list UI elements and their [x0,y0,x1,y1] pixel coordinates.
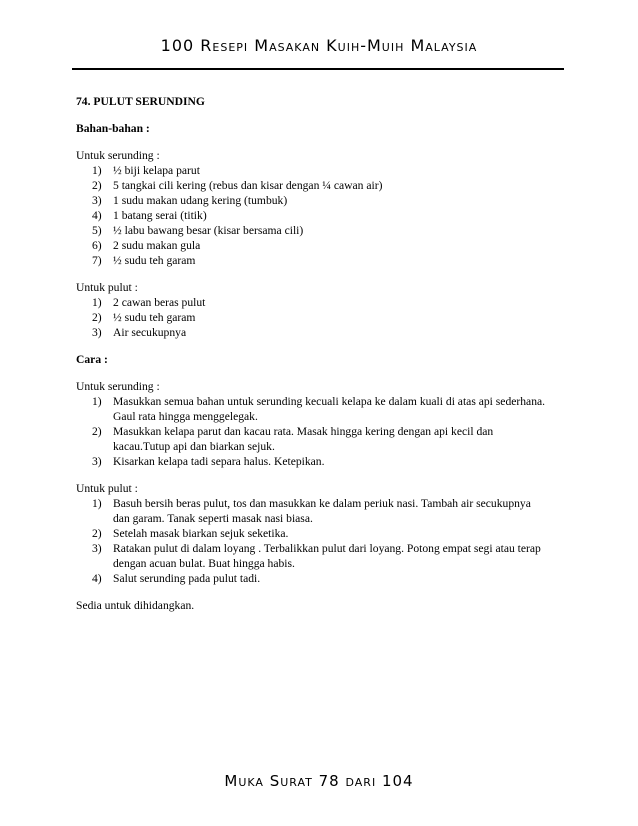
step-text: Basuh bersih beras pulut, tos dan masukkan ke dalam periuk nasi. Tambah air secukupnya dan garam. Tanak seperti masak nasi biasa. [113,497,531,525]
serunding-label: Untuk serunding : [76,149,160,162]
item-text: 1 batang serai (titik) [113,209,207,222]
item-text: ½ sudu teh garam [113,311,196,324]
method-pulut-steps [76,496,546,586]
item-number: 4) [92,209,102,222]
step-text: Ratakan pulut di dalam loyang . Terbalikkan pulut dari loyang. Potong empat segi atau terap dengan acuan bulat. Buat hingga habis. [113,542,541,570]
step-number: 2) [92,425,102,438]
list-item [76,496,546,526]
item-text: 1 sudu makan udang kering (tumbuk) [113,194,288,207]
step-number: 4) [92,572,102,585]
list-item [76,310,546,325]
list-item [76,163,546,178]
item-number: 3) [92,326,102,339]
step-text: Setelah masak biarkan sejuk seketika. [113,527,289,540]
item-text: 2 sudu makan gula [113,239,201,252]
item-number: 1) [92,164,102,177]
item-number: 3) [92,194,102,207]
method-heading: Cara : [76,353,108,366]
serunding-ingredient-list [76,163,546,268]
list-item [76,193,546,208]
header-divider [72,68,564,70]
method-serunding-steps [76,394,546,469]
item-number: 2) [92,179,102,192]
step-text: Masukkan kelapa parut dan kacau rata. Masak hingga kering dengan api kecil dan kacau.Tutup api dan biarkan sejuk. [113,425,494,453]
item-text: 2 cawan beras pulut [113,296,206,309]
recipe-content [76,94,546,625]
list-item [76,223,546,238]
item-number: 6) [92,239,102,252]
step-number: 1) [92,497,102,510]
step-text: Masukkan semua bahan untuk serunding kecuali kelapa ke dalam kuali di atas api sederhana. Gaul rata hingga menggelegak. [113,395,546,423]
list-item [76,526,546,541]
ingredients-heading: Bahan-bahan : [76,122,150,135]
item-text: ½ biji kelapa parut [113,164,200,177]
item-text: ½ sudu teh garam [113,254,196,267]
list-item [76,394,546,424]
method-serunding-label: Untuk serunding : [76,380,160,393]
step-number: 1) [92,395,102,408]
pulut-ingredient-list [76,295,546,340]
list-item [76,178,546,193]
closing-note: Sedia untuk dihidangkan. [76,599,195,612]
pulut-label: Untuk pulut : [76,281,138,294]
step-text: Kisarkan kelapa tadi separa halus. Ketepikan. [113,455,325,468]
list-item [76,571,546,586]
list-item [76,208,546,223]
list-item [76,325,546,340]
list-item [76,454,546,469]
list-item [76,424,546,454]
step-number: 3) [92,542,102,555]
page-number-footer: Muka Surat 78 dari 104 [224,772,414,790]
step-number: 3) [92,455,102,468]
item-number: 5) [92,224,102,237]
list-item [76,541,546,571]
method-pulut-label: Untuk pulut : [76,482,138,495]
step-number: 2) [92,527,102,540]
item-text: ½ labu bawang besar (kisar bersama cili) [113,224,304,237]
item-text: Air secukupnya [113,326,187,339]
list-item [76,295,546,310]
item-text: 5 tangkai cili kering (rebus dan kisar dengan ¼ cawan air) [113,179,383,192]
recipe-title: 74. PULUT SERUNDING [76,95,205,108]
list-item [76,253,546,268]
item-number: 7) [92,254,102,267]
list-item [76,238,546,253]
header-title: 100 Resepi Masakan Kuih-Muih Malaysia [160,36,478,55]
item-number: 1) [92,296,102,309]
item-number: 2) [92,311,102,324]
step-text: Salut serunding pada pulut tadi. [113,572,261,585]
